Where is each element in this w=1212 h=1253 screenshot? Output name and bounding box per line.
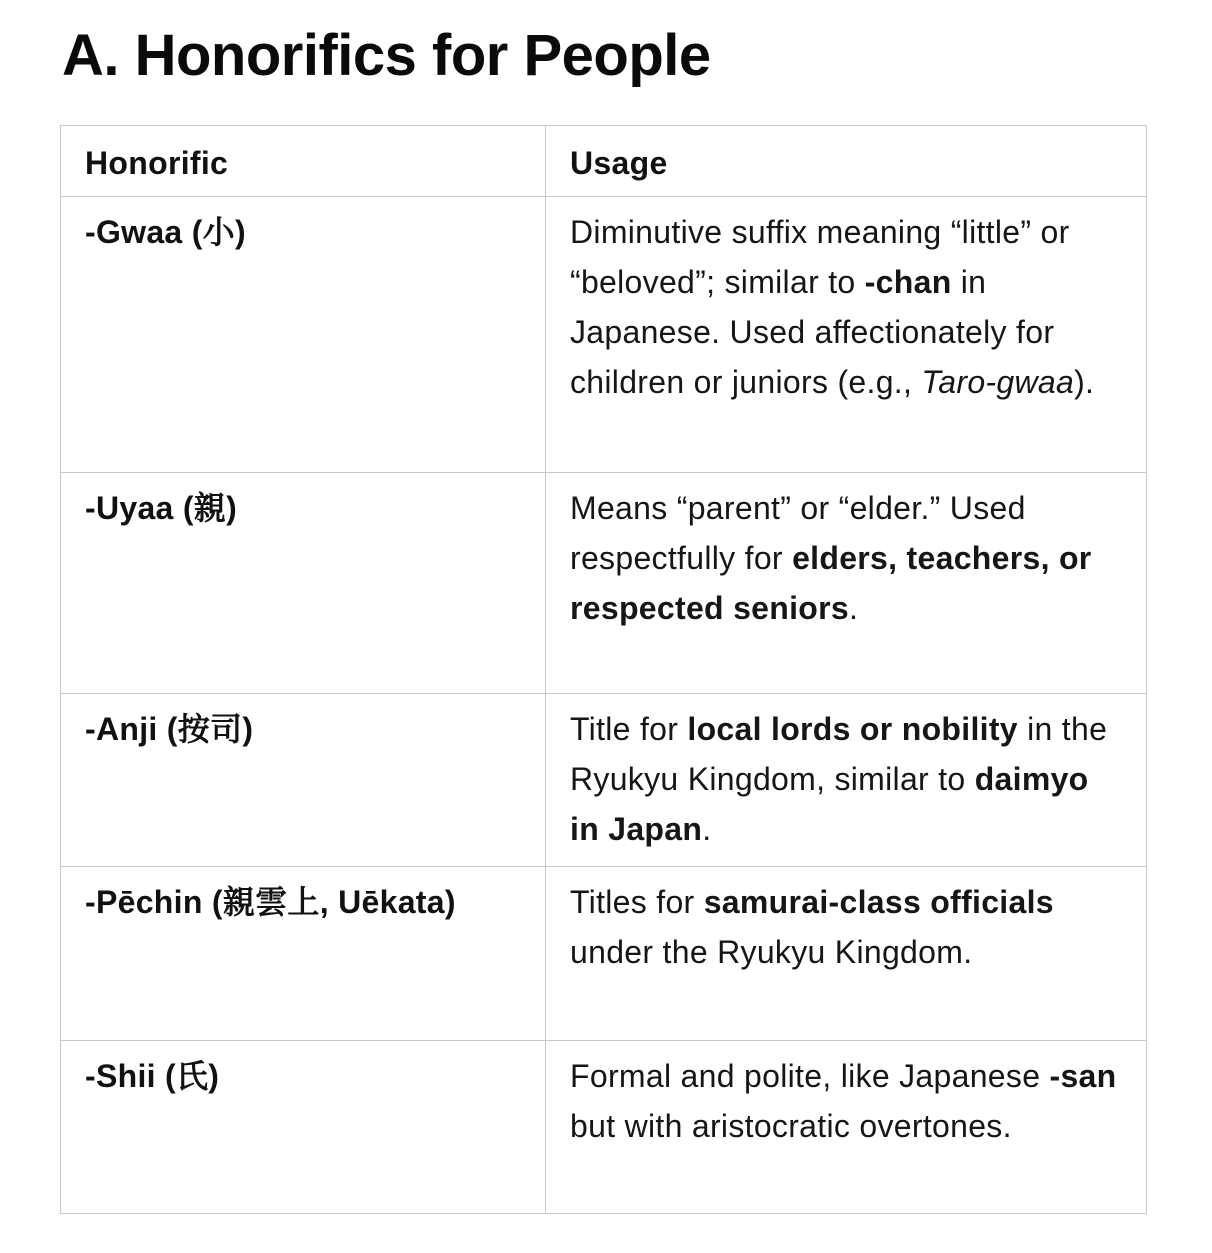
usage-text-bold: daimyo in Japan bbox=[570, 761, 1089, 847]
usage-text: in Japanese. Used affectionately for children or juniors (e.g., bbox=[570, 264, 1055, 400]
page-title: A. Honorifics for People bbox=[62, 23, 711, 88]
honorific-term: -Shii (氏) bbox=[61, 1041, 546, 1214]
usage-text-bold: local lords or nobility bbox=[687, 711, 1018, 747]
honorific-term: -Uyaa (親) bbox=[61, 473, 546, 694]
honorific-usage bbox=[546, 473, 1147, 694]
table-row bbox=[61, 473, 1147, 694]
usage-text: Titles for bbox=[570, 884, 704, 920]
usage-text-bold: samurai-class officials bbox=[703, 884, 1054, 920]
table-header-row bbox=[61, 126, 1147, 197]
usage-text: under the Ryukyu Kingdom. bbox=[570, 934, 973, 970]
usage-text: . bbox=[702, 811, 712, 847]
usage-text: Diminutive suffix meaning “little” or “beloved”; similar to bbox=[570, 214, 1070, 300]
honorifics-table bbox=[60, 125, 1147, 1214]
usage-text-bold: -chan bbox=[864, 264, 952, 300]
usage-text: Means “parent” or “elder.” Used respectfully for bbox=[570, 490, 1026, 576]
honorific-term: -Pēchin (親雲上, Uēkata) bbox=[61, 867, 546, 1041]
honorific-term: -Gwaa (小) bbox=[61, 197, 546, 473]
honorific-usage bbox=[546, 867, 1147, 1041]
usage-text: Title for bbox=[570, 711, 688, 747]
usage-text: ). bbox=[1074, 364, 1095, 400]
usage-text-italic: Taro-gwaa bbox=[921, 364, 1075, 400]
honorific-usage bbox=[546, 197, 1147, 473]
column-header-honorific: Honorific bbox=[61, 126, 546, 197]
table-row bbox=[61, 867, 1147, 1041]
usage-text: but with aristocratic overtones. bbox=[570, 1108, 1012, 1144]
table-row bbox=[61, 197, 1147, 473]
usage-text: in the Ryukyu Kingdom, similar to bbox=[570, 711, 1108, 797]
usage-text-bold: -san bbox=[1049, 1058, 1117, 1094]
honorific-usage bbox=[546, 1041, 1147, 1214]
usage-text: Formal and polite, like Japanese bbox=[570, 1058, 1050, 1094]
column-header-usage: Usage bbox=[546, 126, 1147, 197]
table-row bbox=[61, 694, 1147, 867]
usage-text-bold: elders, teachers, or respected seniors bbox=[570, 540, 1092, 626]
honorific-usage bbox=[546, 694, 1147, 867]
usage-text: . bbox=[849, 590, 859, 626]
honorific-term: -Anji (按司) bbox=[61, 694, 546, 867]
table-row bbox=[61, 1041, 1147, 1214]
